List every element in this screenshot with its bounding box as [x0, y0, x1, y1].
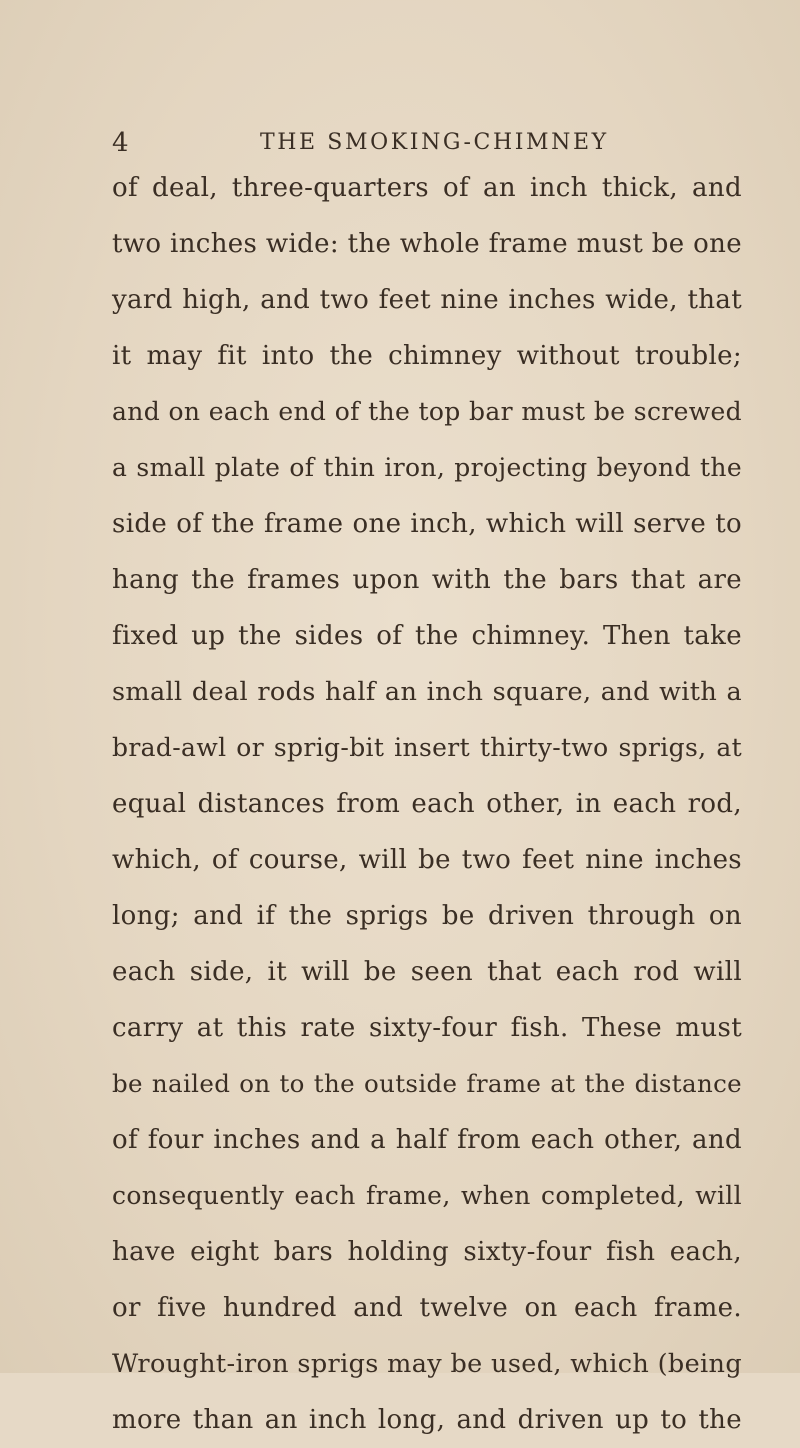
text-line: equal distances from each other, in each rod, [112, 789, 742, 819]
text-line: small deal rods half an inch square, and with a [112, 677, 742, 707]
text-line: brad-awl or sprig-bit insert thirty-two sprigs, at [112, 733, 742, 762]
text-line: carry at this rate sixty-four fish. These must [112, 1013, 742, 1043]
text-line: hang the frames upon with the bars that are [112, 565, 742, 595]
text-line: each side, it will be seen that each rod will [112, 957, 742, 987]
text-line: have eight bars holding sixty-four fish each, [112, 1237, 742, 1267]
text-line: which, of course, will be two feet nine inches [112, 845, 742, 875]
text-line: be nailed on to the outside frame at the distance [112, 1069, 742, 1098]
text-line: a small plate of thin iron, projecting beyond the [112, 453, 742, 482]
text-line: Wrought-iron sprigs may be used, which (being [112, 1349, 742, 1379]
text-line: more than an inch long, and driven up to the [112, 1405, 742, 1435]
text-line: side of the frame one inch, which will serve to [112, 509, 742, 539]
text-line: two inches wide: the whole frame must be one [112, 229, 742, 259]
page-header [112, 128, 742, 164]
text-line: or five hundred and twelve on each frame. [112, 1293, 742, 1323]
running-title: THE SMOKING-CHIMNEY [260, 130, 609, 155]
text-line: and on each end of the top bar must be screwed [112, 397, 742, 426]
text-line: fixed up the sides of the chimney. Then take [112, 621, 742, 651]
text-line: it may fit into the chimney without trouble; [112, 341, 742, 371]
text-line: long; and if the sprigs be driven through on [112, 901, 742, 931]
text-line: yard high, and two feet nine inches wide, that [112, 285, 742, 315]
body-text [112, 160, 742, 1448]
text-line: of deal, three-quarters of an inch thick, and [112, 173, 742, 203]
page-number: 4 [112, 128, 130, 158]
text-line: of four inches and a half from each other, and [112, 1125, 742, 1155]
text-line: consequently each frame, when completed, will [112, 1181, 742, 1210]
